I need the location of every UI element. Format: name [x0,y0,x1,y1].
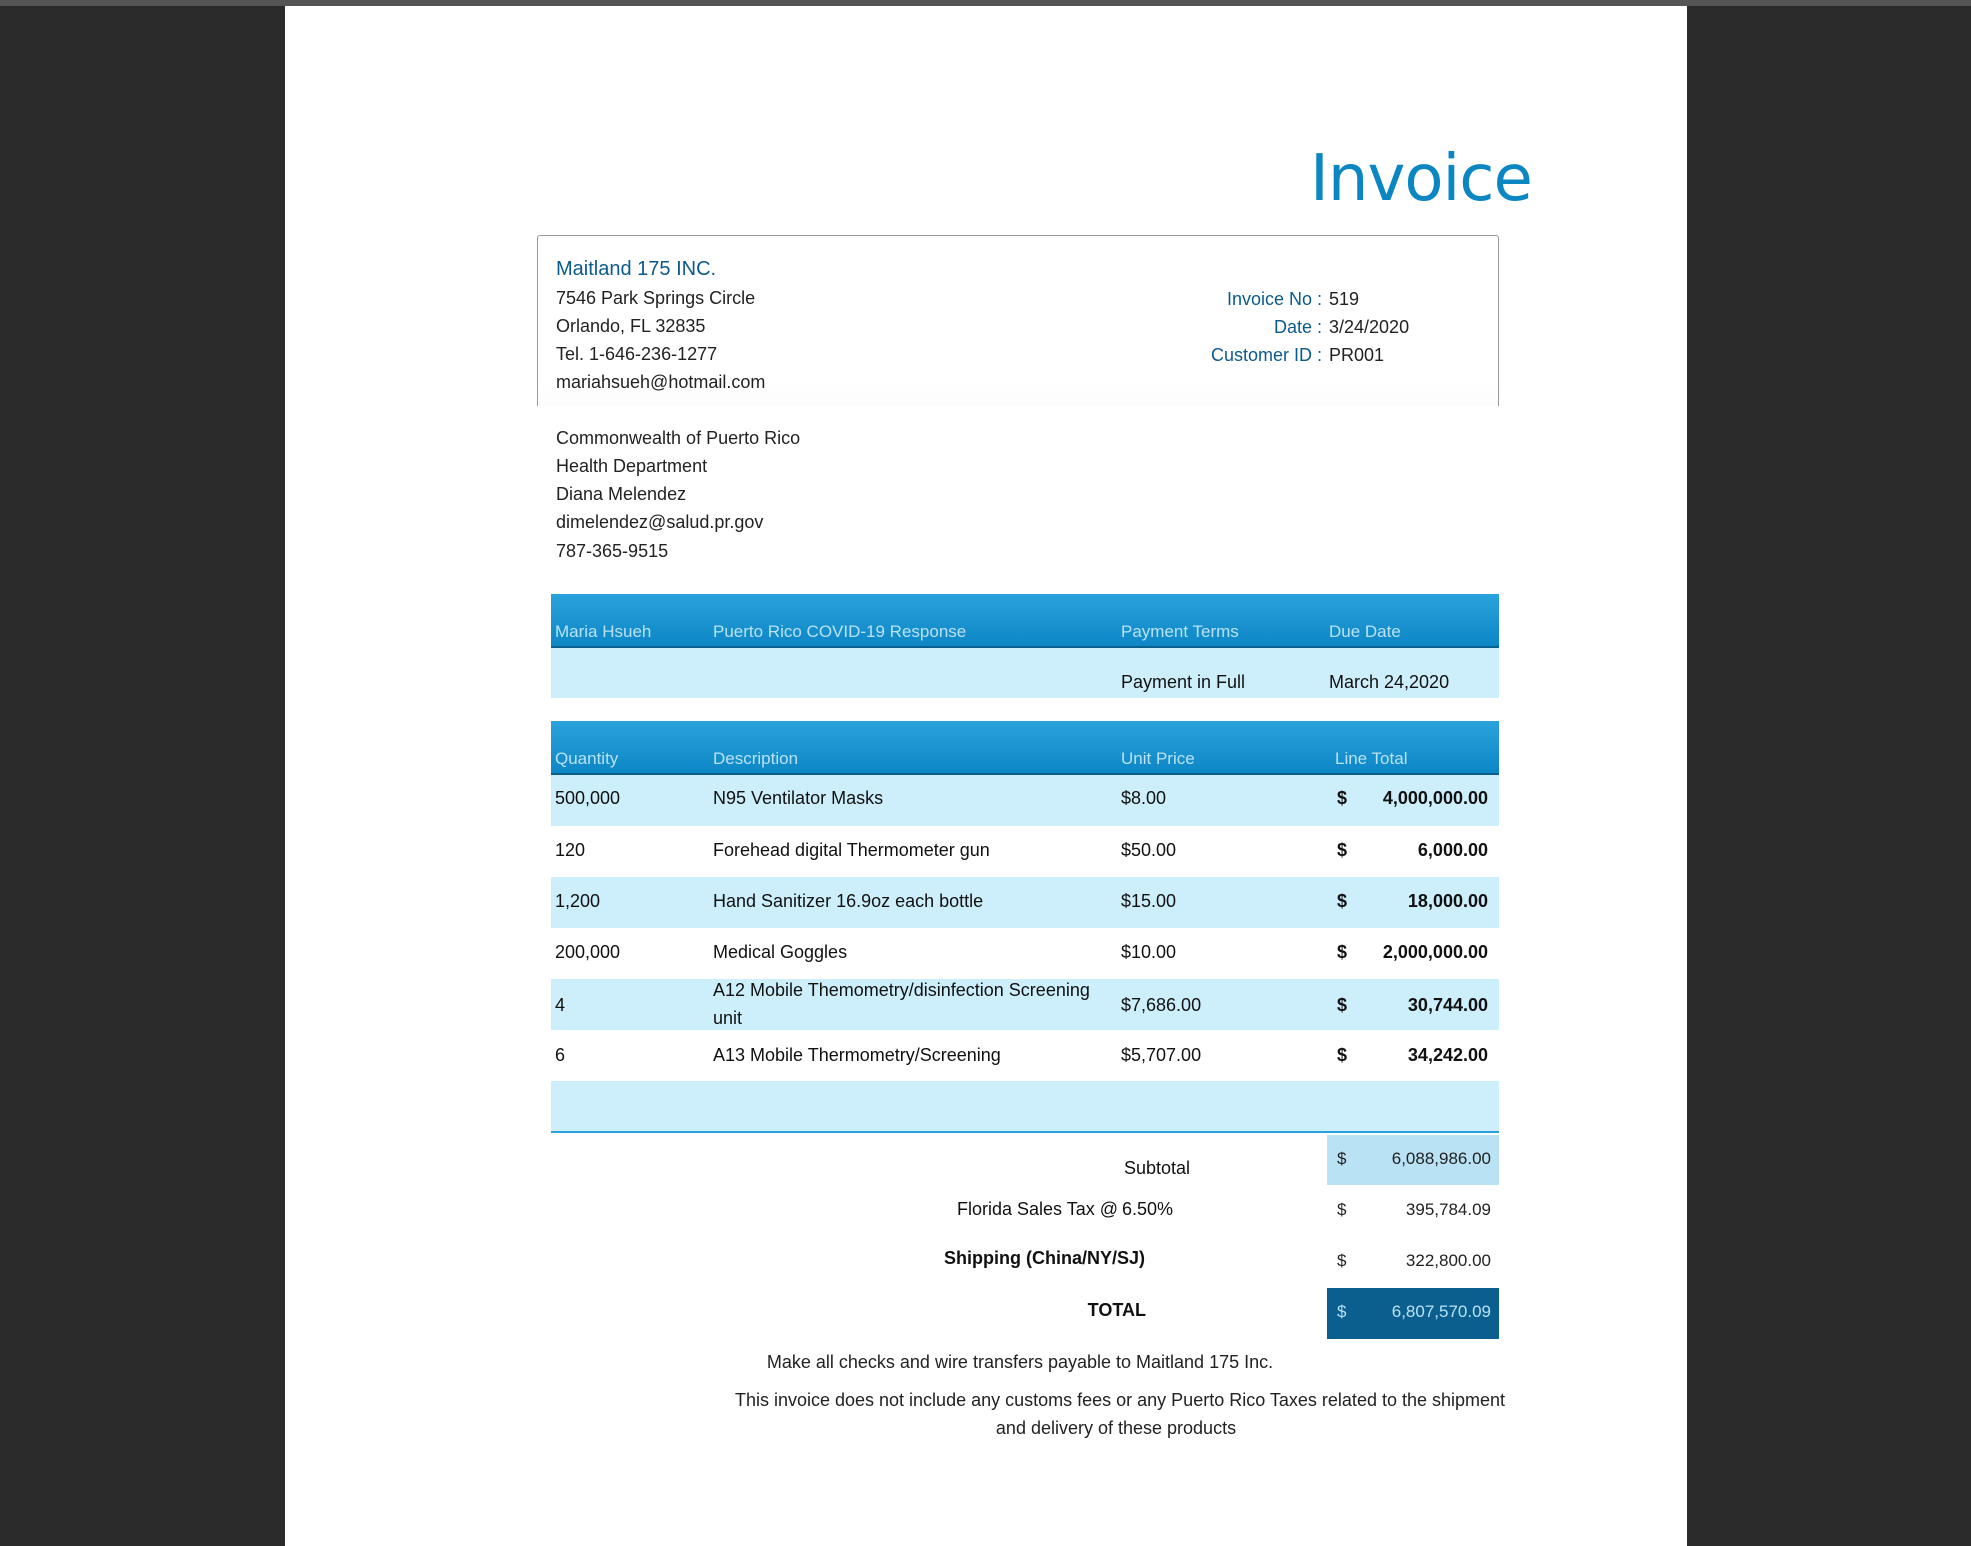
item-unit-price: $7,686.00 [1121,995,1202,1015]
tax-value: 395,784.09 [1405,1200,1491,1219]
bill-to-line-3: Diana Melendez [556,484,687,504]
item-line-total: 34,242.00 [1407,1045,1488,1065]
item-description: Hand Sanitizer 16.9oz each bottle [713,891,984,911]
table-row [551,826,1499,877]
shipping-box [1327,1237,1499,1287]
due-date-header: Due Date [1329,622,1401,641]
unit-price-header: Unit Price [1121,749,1195,768]
item-currency: $ [1337,942,1348,962]
subtotal-currency: $ [1337,1149,1347,1168]
item-line-total: 2,000,000.00 [1382,942,1488,962]
total-currency: $ [1337,1302,1347,1321]
date-label: Date : [1273,317,1322,337]
terms-header-band [551,594,1499,648]
items-header-band [551,721,1499,775]
description-header: Description [713,749,799,768]
item-currency: $ [1337,995,1348,1015]
item-currency: $ [1337,840,1348,860]
empty-table-row [551,1081,1499,1133]
customer-id-value: PR001 [1329,345,1385,365]
table-row [551,877,1499,928]
item-unit-price: $5,707.00 [1121,1045,1202,1065]
item-description: A13 Mobile Thermometry/Screening [713,1045,1001,1065]
subtotal-label: Subtotal [1123,1158,1190,1178]
item-unit-price: $50.00 [1121,840,1177,860]
tax-label: Florida Sales Tax @ [956,1199,1118,1219]
bill-to-line-1: Commonwealth of Puerto Rico [556,428,801,448]
bill-to-line-5: 787-365-9515 [556,541,669,561]
customs-disclaimer-line-2: and delivery of these products [995,1418,1237,1438]
due-date-value: March 24,2020 [1329,672,1450,692]
seller-name: Maitland 175 INC. [556,258,717,280]
item-quantity: 4 [555,995,566,1015]
item-line-total: 4,000,000.00 [1382,788,1488,808]
item-line-total: 6,000.00 [1417,840,1488,860]
shipping-value: 322,800.00 [1405,1251,1491,1270]
tax-rate: 6.50% [1122,1199,1174,1219]
item-description: Medical Goggles [713,942,848,962]
tax-currency: $ [1337,1200,1347,1219]
item-currency: $ [1337,1045,1348,1065]
invoice-no-value: 519 [1329,289,1360,309]
total-box [1327,1288,1499,1339]
payment-terms-value: Payment in Full [1121,672,1246,692]
item-description: A12 Mobile Themometry/disinfection Screening [713,980,1090,1000]
quantity-header: Quantity [555,749,619,768]
item-currency: $ [1337,891,1348,911]
seller-address-1: 7546 Park Springs Circle [556,288,756,308]
invoice-no-label: Invoice No : [1226,289,1322,309]
tax-box [1327,1186,1499,1236]
job-header: Puerto Rico COVID-19 Response [713,622,967,641]
total-value: 6,807,570.09 [1391,1302,1491,1321]
table-row [551,928,1499,979]
bill-to-line-4: dimelendez@salud.pr.gov [556,512,764,532]
item-description-continued: unit [713,1008,743,1028]
item-unit-price: $8.00 [1121,788,1167,808]
customer-id-label: Customer ID : [1210,345,1322,365]
salesperson-header: Maria Hsueh [555,622,652,641]
table-row [551,775,1499,826]
item-currency: $ [1337,788,1348,808]
payment-instructions: Make all checks and wire transfers payable to Maitland 175 Inc. [766,1352,1274,1372]
item-line-total: 18,000.00 [1407,891,1488,911]
item-unit-price: $15.00 [1121,891,1177,911]
bill-to-line-2: Health Department [556,456,708,476]
table-row [551,1030,1499,1081]
seller-tel: Tel. 1-646-236-1277 [556,344,718,364]
shipping-label: Shipping (China/NY/SJ) [944,1248,1145,1268]
item-quantity: 500,000 [555,788,621,808]
subtotal-box [1327,1135,1499,1185]
item-quantity: 120 [555,840,586,860]
item-description: N95 Ventilator Masks [713,788,884,808]
item-description: Forehead digital Thermometer gun [713,840,990,860]
payment-terms-header: Payment Terms [1121,622,1239,641]
item-line-total: 30,744.00 [1407,995,1488,1015]
item-quantity: 6 [555,1045,566,1065]
item-quantity: 200,000 [555,942,621,962]
subtotal-value: 6,088,986.00 [1391,1149,1491,1168]
item-quantity: 1,200 [555,891,601,911]
date-value: 3/24/2020 [1329,317,1410,337]
total-label: TOTAL [1087,1300,1146,1320]
seller-email: mariahsueh@hotmail.com [556,372,766,392]
table-row [551,979,1499,1030]
customs-disclaimer-line-1: This invoice does not include any customs fees or any Puerto Rico Taxes related to the shipment [734,1390,1506,1410]
line-total-header: Line Total [1335,749,1408,768]
invoice-title: Invoice [1310,142,1532,216]
item-unit-price: $10.00 [1121,942,1177,962]
shipping-currency: $ [1337,1251,1347,1270]
seller-address-2: Orlando, FL 32835 [556,316,706,336]
terms-values-row [551,648,1499,698]
